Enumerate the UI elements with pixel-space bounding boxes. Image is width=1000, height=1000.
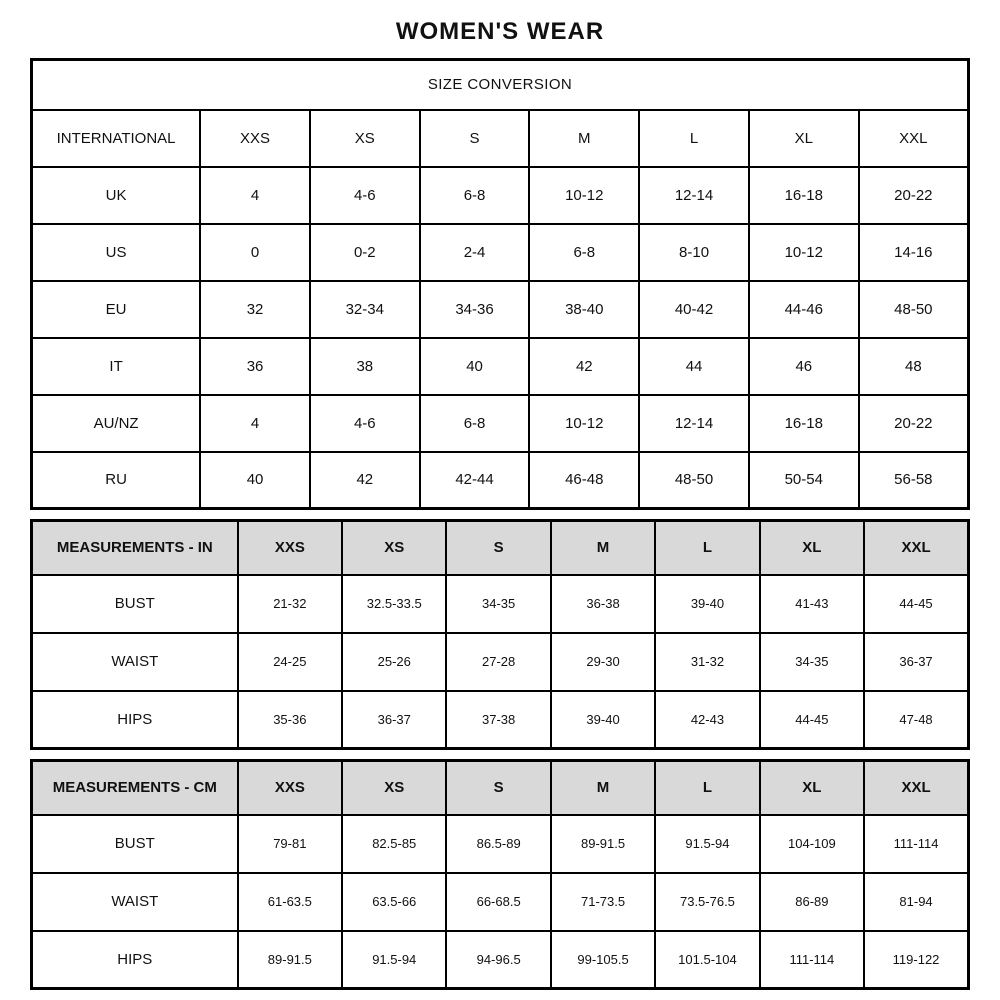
size-cell: 10-12: [529, 395, 639, 452]
size-cell: 24-25: [238, 633, 342, 691]
size-cell: 42: [529, 338, 639, 395]
page-title: WOMEN'S WEAR: [395, 18, 605, 45]
size-cell: 48-50: [639, 452, 749, 509]
size-cell: 89-91.5: [238, 931, 342, 989]
size-cell: 47-48: [864, 691, 968, 749]
size-conversion-table: [30, 58, 970, 510]
measurements-in-table: [30, 519, 970, 750]
size-cell: 10-12: [529, 167, 639, 224]
measurements-cm-row-bust: [32, 815, 969, 873]
size-conversion-row-au-nz: [32, 395, 969, 452]
row-label: WAIST: [32, 873, 238, 931]
size-cell: 6-8: [529, 224, 639, 281]
size-cell: 4: [200, 395, 310, 452]
size-header-cell: M: [551, 521, 655, 575]
size-cell: 86-89: [760, 873, 864, 931]
size-cell: 40-42: [639, 281, 749, 338]
measurements-cm-table: [30, 759, 970, 990]
size-cell: 42-43: [655, 691, 759, 749]
size-cell: 36-37: [864, 633, 968, 691]
size-cell: 35-36: [238, 691, 342, 749]
size-cell: 44-45: [760, 691, 864, 749]
size-cell: 48: [859, 338, 969, 395]
size-conversion-row-eu: [32, 281, 969, 338]
size-header-cell: XL: [749, 110, 859, 167]
size-cell: 31-32: [655, 633, 759, 691]
size-cell: 25-26: [342, 633, 446, 691]
size-header-cell: L: [655, 521, 759, 575]
size-cell: 101.5-104: [655, 931, 759, 989]
row-label: RU: [32, 452, 201, 509]
size-cell: 37-38: [446, 691, 550, 749]
size-cell: 34-35: [760, 633, 864, 691]
size-header-cell: M: [551, 761, 655, 815]
size-cell: 39-40: [551, 691, 655, 749]
size-conversion-row-uk: [32, 167, 969, 224]
size-cell: 36-37: [342, 691, 446, 749]
size-conversion-row-us: [32, 224, 969, 281]
size-cell: 32-34: [310, 281, 420, 338]
size-cell: 42-44: [420, 452, 530, 509]
size-cell: 39-40: [655, 575, 759, 633]
row-label: UK: [32, 167, 201, 224]
size-cell: 6-8: [420, 167, 530, 224]
size-cell: 34-36: [420, 281, 530, 338]
size-cell: 2-4: [420, 224, 530, 281]
size-cell: 91.5-94: [342, 931, 446, 989]
size-cell: 10-12: [749, 224, 859, 281]
size-conversion-header-row: [32, 110, 969, 167]
size-header-cell: XXL: [859, 110, 969, 167]
size-cell: 36: [200, 338, 310, 395]
size-cell: 81-94: [864, 873, 968, 931]
measurements-in-row-hips: [32, 691, 969, 749]
size-header-cell: M: [529, 110, 639, 167]
size-header-cell: XXS: [200, 110, 310, 167]
size-cell: 71-73.5: [551, 873, 655, 931]
size-cell: 61-63.5: [238, 873, 342, 931]
size-cell: 6-8: [420, 395, 530, 452]
size-cell: 41-43: [760, 575, 864, 633]
measurements-in-row-bust: [32, 575, 969, 633]
row-label: AU/NZ: [32, 395, 201, 452]
row-label: HIPS: [32, 691, 238, 749]
size-cell: 44: [639, 338, 749, 395]
size-cell: 119-122: [864, 931, 968, 989]
size-header-cell: XS: [342, 521, 446, 575]
size-cell: 104-109: [760, 815, 864, 873]
size-cell: 32: [200, 281, 310, 338]
size-header-cell: XXL: [864, 761, 968, 815]
row-label: EU: [32, 281, 201, 338]
size-header-cell: L: [639, 110, 749, 167]
size-cell: 111-114: [864, 815, 968, 873]
size-cell: 66-68.5: [446, 873, 550, 931]
size-cell: 89-91.5: [551, 815, 655, 873]
size-cell: 56-58: [859, 452, 969, 509]
size-cell: 40: [420, 338, 530, 395]
size-cell: 91.5-94: [655, 815, 759, 873]
measurements-in-header-label: MEASUREMENTS - IN: [32, 521, 238, 575]
size-cell: 44-46: [749, 281, 859, 338]
size-cell: 16-18: [749, 167, 859, 224]
size-header-cell: S: [446, 761, 550, 815]
size-cell: 111-114: [760, 931, 864, 989]
size-conversion-header-label: INTERNATIONAL: [32, 110, 201, 167]
measurements-cm-row-waist: [32, 873, 969, 931]
size-cell: 46-48: [529, 452, 639, 509]
size-cell: 16-18: [749, 395, 859, 452]
size-cell: 0-2: [310, 224, 420, 281]
measurements-cm-header-row: [32, 761, 969, 815]
size-conversion-banner-row: [32, 60, 969, 110]
size-conversion-row-it: [32, 338, 969, 395]
row-label: WAIST: [32, 633, 238, 691]
size-cell: 4: [200, 167, 310, 224]
size-header-cell: L: [655, 761, 759, 815]
size-cell: 79-81: [238, 815, 342, 873]
row-label: BUST: [32, 575, 238, 633]
size-cell: 12-14: [639, 395, 749, 452]
row-label: HIPS: [32, 931, 238, 989]
size-header-cell: XS: [342, 761, 446, 815]
size-header-cell: XL: [760, 521, 864, 575]
size-header-cell: XXL: [864, 521, 968, 575]
size-cell: 73.5-76.5: [655, 873, 759, 931]
measurements-cm-header-label: MEASUREMENTS - CM: [32, 761, 238, 815]
size-header-cell: XL: [760, 761, 864, 815]
size-cell: 4-6: [310, 167, 420, 224]
size-cell: 38: [310, 338, 420, 395]
size-cell: 14-16: [859, 224, 969, 281]
size-header-cell: XXS: [238, 761, 342, 815]
size-cell: 44-45: [864, 575, 968, 633]
size-cell: 8-10: [639, 224, 749, 281]
size-cell: 86.5-89: [446, 815, 550, 873]
size-cell: 20-22: [859, 167, 969, 224]
size-header-cell: XXS: [238, 521, 342, 575]
size-cell: 27-28: [446, 633, 550, 691]
measurements-in-row-waist: [32, 633, 969, 691]
size-cell: 48-50: [859, 281, 969, 338]
size-cell: 0: [200, 224, 310, 281]
size-conversion-banner: SIZE CONVERSION: [32, 60, 969, 110]
row-label: US: [32, 224, 201, 281]
row-label: IT: [32, 338, 201, 395]
size-cell: 42: [310, 452, 420, 509]
size-cell: 63.5-66: [342, 873, 446, 931]
row-label: BUST: [32, 815, 238, 873]
size-cell: 36-38: [551, 575, 655, 633]
size-cell: 94-96.5: [446, 931, 550, 989]
size-cell: 29-30: [551, 633, 655, 691]
size-header-cell: S: [446, 521, 550, 575]
size-cell: 20-22: [859, 395, 969, 452]
size-header-cell: S: [420, 110, 530, 167]
size-cell: 40: [200, 452, 310, 509]
size-header-cell: XS: [310, 110, 420, 167]
size-cell: 34-35: [446, 575, 550, 633]
size-cell: 21-32: [238, 575, 342, 633]
size-cell: 99-105.5: [551, 931, 655, 989]
size-cell: 46: [749, 338, 859, 395]
size-cell: 4-6: [310, 395, 420, 452]
size-cell: 82.5-85: [342, 815, 446, 873]
measurements-cm-row-hips: [32, 931, 969, 989]
size-cell: 38-40: [529, 281, 639, 338]
measurements-in-header-row: [32, 521, 969, 575]
size-conversion-row-ru: [32, 452, 969, 509]
size-cell: 12-14: [639, 167, 749, 224]
size-cell: 32.5-33.5: [342, 575, 446, 633]
size-cell: 50-54: [749, 452, 859, 509]
